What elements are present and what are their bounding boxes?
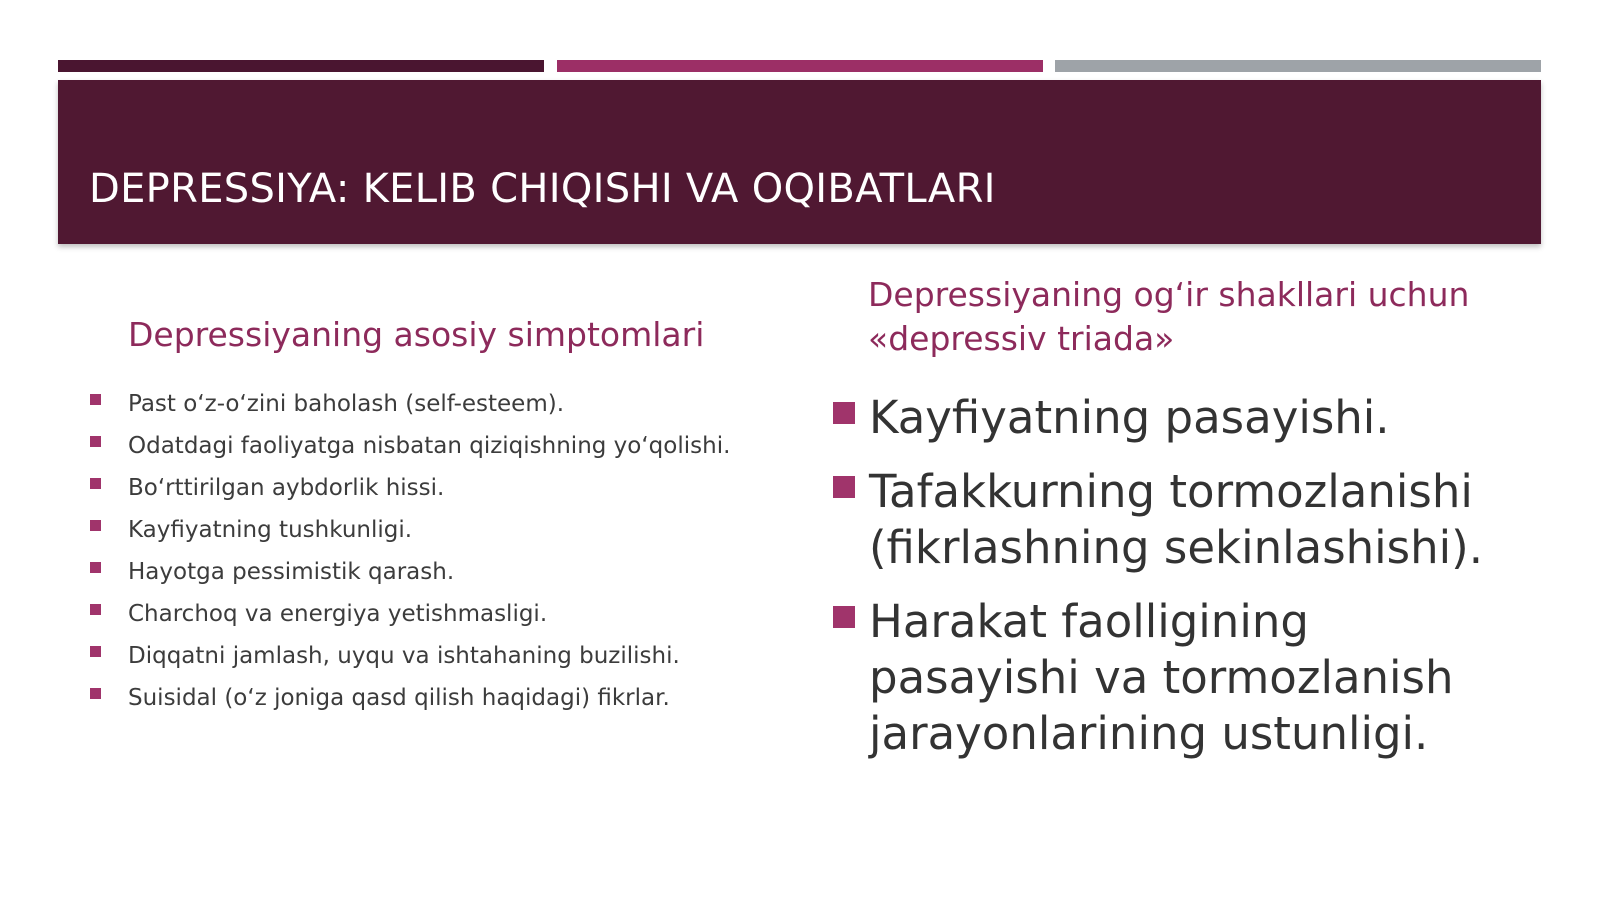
right-column-heading: Depressiyaning og‘ir shakllari uchun «depressiv triada» xyxy=(868,275,1470,358)
list-item-text: Charchoq va energiya yetishmasligi. xyxy=(128,601,548,627)
list-item-text: Suisidal (o‘z joniga qasd qilish haqidagi) fikrlar. xyxy=(128,685,670,711)
symptoms-list xyxy=(90,390,790,726)
list-item xyxy=(90,516,790,545)
list-item-text: Tafakkurning tormozlanishi (fikrlashning sekinlashishi). xyxy=(869,465,1484,574)
list-item xyxy=(90,600,790,629)
square-bullet-icon xyxy=(833,402,855,424)
title-bar xyxy=(58,80,1541,244)
list-item xyxy=(90,642,790,671)
square-bullet-icon xyxy=(90,688,101,699)
list-item-text: Odatdagi faoliyatga nisbatan qiziqishning yo‘qolishi. xyxy=(128,433,731,459)
square-bullet-icon xyxy=(90,562,101,573)
left-column-heading: Depressiyaning asosiy simptomlari xyxy=(128,315,705,354)
square-bullet-icon xyxy=(90,604,101,615)
square-bullet-icon xyxy=(90,478,101,489)
list-item xyxy=(833,464,1533,576)
square-bullet-icon xyxy=(833,476,855,498)
list-item-text: Kayfiyatning tushkunligi. xyxy=(128,517,413,543)
list-item xyxy=(90,390,790,419)
list-item-text: Bo‘rttirilgan aybdorlik hissi. xyxy=(128,475,445,501)
list-item xyxy=(833,594,1533,762)
list-item-text: Kayfiyatning pasayishi. xyxy=(869,391,1390,444)
list-item-text: Harakat faolligining pasayishi va tormozlanish jarayonlarining ustunligi. xyxy=(869,595,1454,760)
list-item-text: Past o‘z-o‘zini baholash (self-esteem). xyxy=(128,391,565,417)
square-bullet-icon xyxy=(90,394,101,405)
list-item xyxy=(833,390,1533,446)
triad-list xyxy=(833,390,1533,780)
square-bullet-icon xyxy=(833,606,855,628)
square-bullet-icon xyxy=(90,520,101,531)
slide-title: DEPRESSIYA: KELIB CHIQISHI VA OQIBATLARI xyxy=(89,166,996,212)
list-item xyxy=(90,558,790,587)
list-item xyxy=(90,432,790,461)
list-item xyxy=(90,474,790,503)
list-item-text: Diqqatni jamlash, uyqu va ishtahaning buzilishi. xyxy=(128,643,680,669)
list-item xyxy=(90,684,790,713)
square-bullet-icon xyxy=(90,646,101,657)
top-stripe-magenta xyxy=(557,60,1043,72)
top-stripe-dark xyxy=(58,60,544,72)
square-bullet-icon xyxy=(90,436,101,447)
list-item-text: Hayotga pessimistik qarash. xyxy=(128,559,455,585)
top-stripe-gray xyxy=(1055,60,1541,72)
